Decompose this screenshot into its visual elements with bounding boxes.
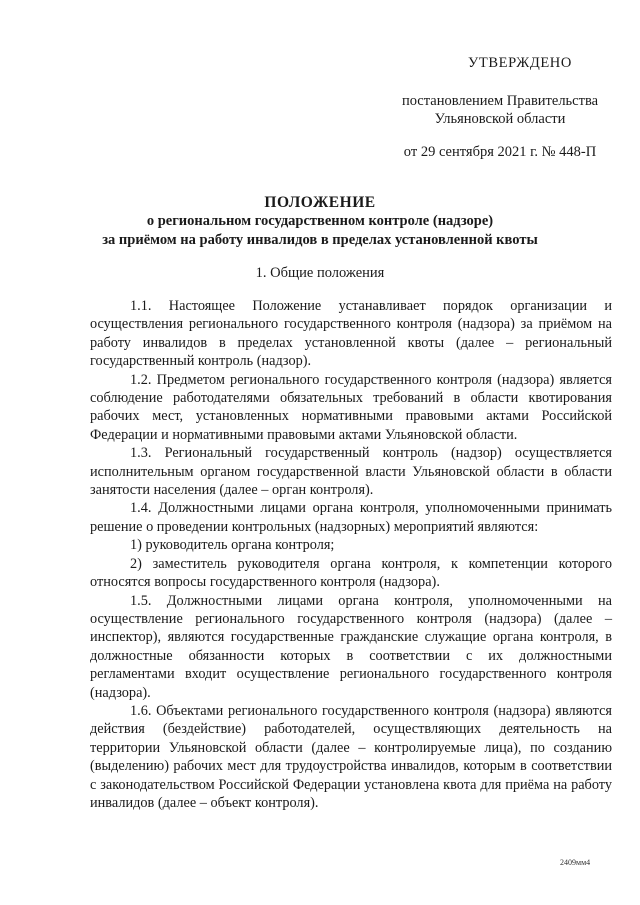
paragraph-1-4: 1.4. Должностными лицами органа контроля, уполномоченными принимать решение о проведении контрольных (надзорных) мероприятий являются: [90,500,612,535]
approval-block [380,55,620,161]
section-body [90,297,612,812]
approval-org [380,92,620,128]
approval-date: от 29 сентября 2021 г. № 448-П [403,144,597,160]
title-line-3: за приёмом на работу инвалидов в пределах установленной квоты [102,232,538,248]
approval-org-line2: Ульяновской области [434,111,566,127]
paragraph-1-5: 1.5. Должностными лицами органа контроля, уполномоченными на осуществление регионального государственного контроля (надзора) (далее – инспектор), являются государственные гражданские служащие органа контроля, в должностные обязанности которых в соответствии с их должностными регламентами входит осуществление регионального государственного контроля (надзора). [90,592,612,701]
paragraph-1-3: 1.3. Региональный государственный контроль (надзор) осуществляется исполнительным органом государственной власти Ульяновской области в области занятости населения (далее – орган контроля). [90,445,612,499]
footer-code: 2409мм4 [560,858,591,867]
title-line-2: о региональном государственном контроле (надзоре) [146,213,494,229]
title-main: ПОЛОЖЕНИЕ [264,194,376,211]
approved-label: УТВЕРЖДЕНО [468,55,572,71]
paragraph-1-6: 1.6. Объектами регионального государственного контроля (надзора) являются действия (бездействие) работодателей, осуществляющих деятельность на территории Ульяновской области (далее – контролируемые лица), по созданию (выделению) рабочих мест для трудоустройства инвалидов, которым в соответствии с законодательством Российской Федерации установлена квота для приёма на работу инвалидов (далее – объект контроля). [90,702,612,811]
list-item-1: 1) руководитель органа контроля; [130,537,335,554]
document-title [60,193,580,250]
paragraph-1-2: 1.2. Предметом регионального государственного контроля (надзора) является соблюдение работодателями обязательных требований в области квотирования рабочих мест, установленных нормативными правовыми актами Российской Федерации и нормативными правовыми актами Ульяновской области. [90,371,612,443]
approval-org-line1: постановлением Правительства [401,93,599,109]
paragraph-1-1: 1.1. Настоящее Положение устанавливает порядок организации и осуществления регионального государственного контроля (надзора) за приёмом на работу инвалидов в пределах установленной квоты (далее – региональный государственный контроль (надзор). [90,298,612,370]
section-heading: 1. Общие положения [255,265,385,281]
list-item-2: 2) заместитель руководителя органа контроля, к компетенции которого относятся вопросы государственного контроля (надзора). [90,555,612,591]
